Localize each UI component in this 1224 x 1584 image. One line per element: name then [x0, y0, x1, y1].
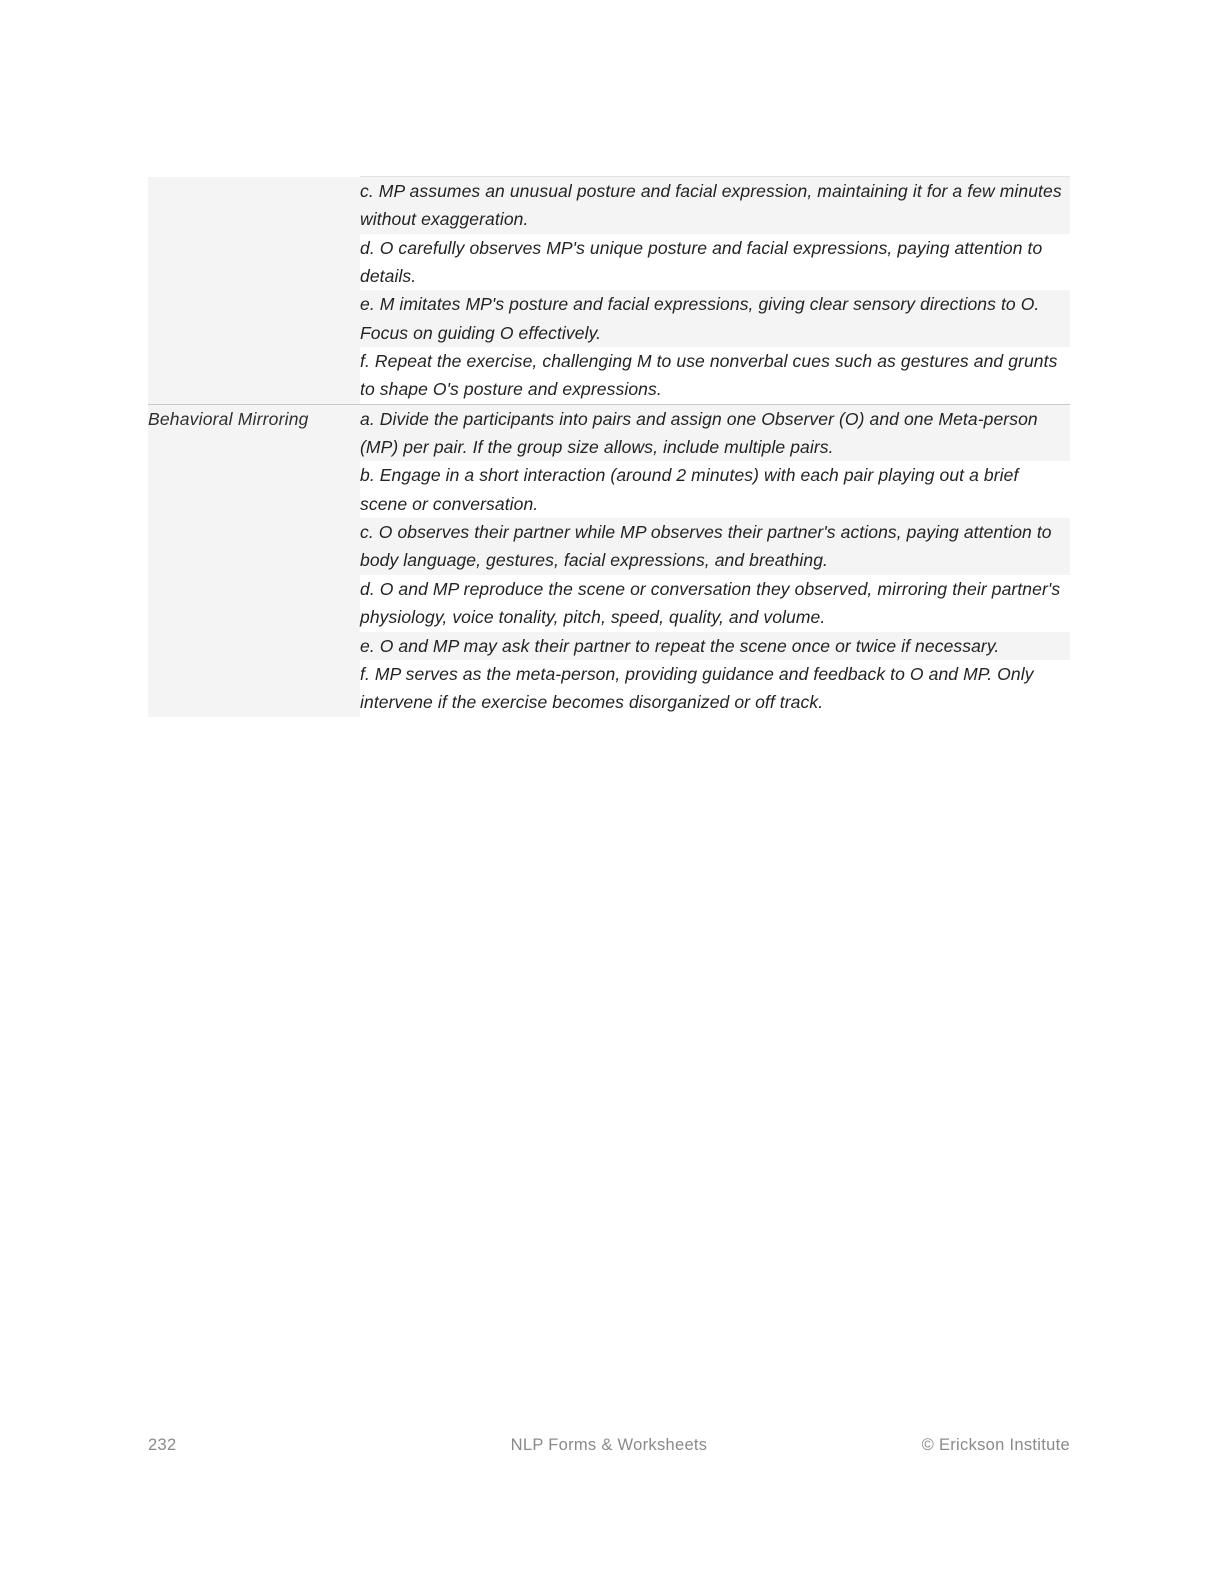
exercise-step-cell: b. Engage in a short interaction (around 2 minutes) with each pair playing out a brief scene or conversation.	[360, 461, 1070, 518]
worksheet-table-body	[148, 177, 1070, 717]
table-row	[148, 404, 1070, 461]
table-row	[148, 177, 1070, 234]
exercise-step-cell: d. O carefully observes MP's unique posture and facial expressions, paying attention to details.	[360, 234, 1070, 291]
exercise-step-cell: c. MP assumes an unusual posture and facial expression, maintaining it for a few minutes without exaggeration.	[360, 177, 1070, 234]
exercise-step-cell: a. Divide the participants into pairs and assign one Observer (O) and one Meta-person (MP) per pair. If the group size allows, include multiple pairs.	[360, 404, 1070, 461]
exercise-step-cell: f. Repeat the exercise, challenging M to use nonverbal cues such as gestures and grunts to shape O's posture and expressions.	[360, 347, 1070, 404]
exercise-step-cell: d. O and MP reproduce the scene or conversation they observed, mirroring their partner's physiology, voice tonality, pitch, speed, quality, and volume.	[360, 575, 1070, 632]
footer-copyright: © Erickson Institute	[921, 1436, 1070, 1454]
exercise-step-cell: e. O and MP may ask their partner to repeat the scene once or twice if necessary.	[360, 632, 1070, 660]
exercise-step-cell: e. M imitates MP's posture and facial expressions, giving clear sensory directions to O. Focus on guiding O effectively.	[360, 290, 1070, 347]
worksheet-table	[148, 176, 1070, 717]
footer-page-number: 232	[148, 1436, 177, 1454]
exercise-step-cell: c. O observes their partner while MP observes their partner's actions, paying attention to body language, gestures, facial expressions, and breathing.	[360, 518, 1070, 575]
page-footer	[148, 1436, 1070, 1460]
exercise-label-cell-behavioral-mirroring: Behavioral Mirroring	[148, 404, 360, 716]
footer-document-title: NLP Forms & Worksheets	[510, 1436, 708, 1454]
exercise-step-cell: f. MP serves as the meta-person, providing guidance and feedback to O and MP. Only intervene if the exercise becomes disorganized or off track.	[360, 660, 1070, 717]
exercise-label-cell-1	[148, 177, 360, 405]
